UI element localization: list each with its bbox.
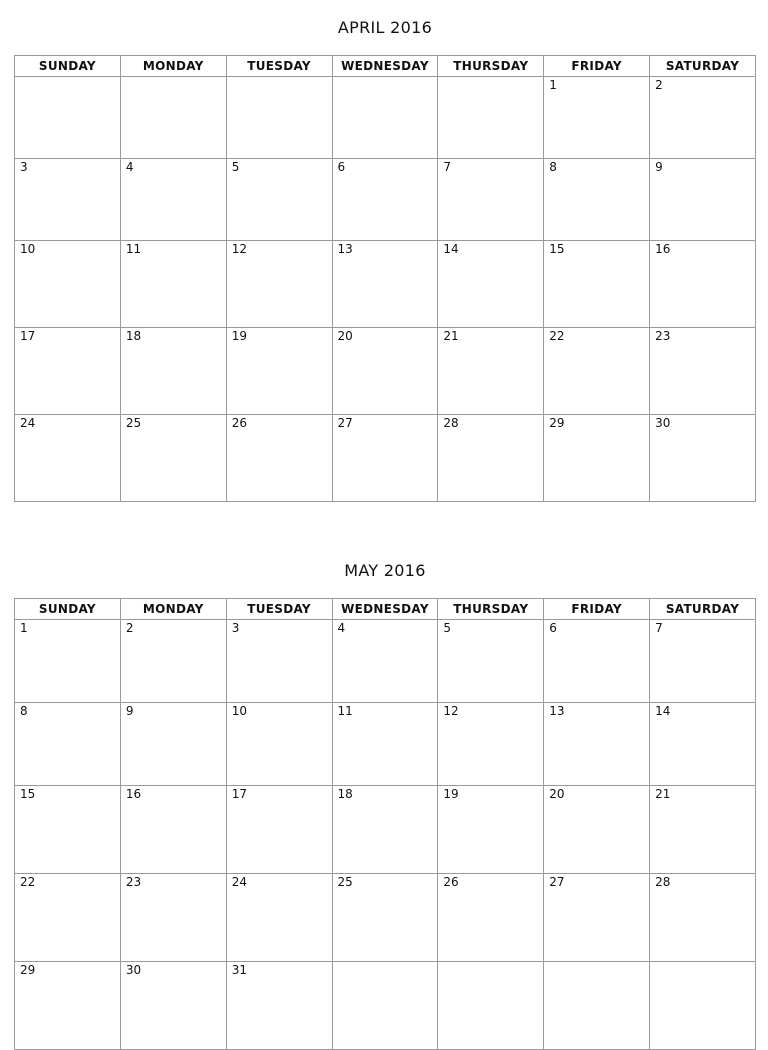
- day-number: 8: [549, 160, 557, 174]
- weekday-header: FRIDAY: [544, 56, 650, 77]
- day-cell: [120, 703, 226, 786]
- calendar-month-april: [14, 17, 756, 502]
- day-cell: [650, 328, 756, 415]
- day-cell: [438, 415, 544, 502]
- day-cell: [332, 328, 438, 415]
- day-number: 13: [337, 242, 353, 256]
- day-number: 28: [443, 416, 459, 430]
- day-number: 7: [655, 621, 663, 635]
- day-cell: [120, 77, 226, 159]
- day-number: 19: [443, 787, 459, 801]
- day-number: 17: [231, 787, 247, 801]
- day-cell: [226, 159, 332, 241]
- day-cell: [544, 703, 650, 786]
- day-cell: [332, 703, 438, 786]
- day-cell: [650, 620, 756, 703]
- day-cell: [120, 874, 226, 962]
- day-number: 14: [655, 704, 671, 718]
- day-number: [15, 77, 120, 78]
- day-cell: [226, 962, 332, 1050]
- day-cell: [15, 77, 121, 159]
- day-cell: [332, 77, 438, 159]
- day-number: 29: [549, 416, 565, 430]
- day-number: 24: [231, 875, 247, 889]
- day-number: 25: [337, 875, 353, 889]
- day-number: 30: [125, 963, 142, 977]
- day-number: 5: [231, 160, 240, 174]
- day-number: 27: [337, 416, 353, 430]
- week-row: [15, 241, 756, 328]
- weekday-header: MONDAY: [120, 599, 226, 620]
- day-number: 3: [231, 621, 240, 635]
- day-number: 22: [549, 329, 565, 343]
- day-cell: [438, 241, 544, 328]
- day-cell: [438, 786, 544, 874]
- day-number: 12: [231, 242, 247, 256]
- day-cell: [332, 241, 438, 328]
- day-cell: [544, 786, 650, 874]
- day-number: 11: [125, 242, 142, 256]
- day-cell: [120, 415, 226, 502]
- day-number: 25: [125, 416, 142, 430]
- day-cell: [544, 159, 650, 241]
- day-cell: [15, 703, 121, 786]
- day-cell: [15, 962, 121, 1050]
- day-number: 21: [443, 329, 459, 343]
- day-cell: [650, 159, 756, 241]
- day-cell: [332, 874, 438, 962]
- day-cell: [15, 874, 121, 962]
- weekday-header: SATURDAY: [650, 56, 756, 77]
- day-number: 17: [20, 329, 36, 343]
- day-number: 26: [231, 416, 247, 430]
- day-cell: [15, 786, 121, 874]
- day-cell: [226, 786, 332, 874]
- calendar-grid: [14, 55, 756, 502]
- week-row: [15, 874, 756, 962]
- day-cell: [650, 962, 756, 1050]
- day-cell: [226, 415, 332, 502]
- day-number: 4: [125, 160, 134, 174]
- weekday-header: TUESDAY: [226, 599, 332, 620]
- day-number: 20: [337, 329, 353, 343]
- day-number: 26: [443, 875, 459, 889]
- day-cell: [332, 415, 438, 502]
- weekday-header: SATURDAY: [650, 599, 756, 620]
- week-row: [15, 620, 756, 703]
- day-number: 10: [231, 704, 247, 718]
- day-number: 20: [549, 787, 565, 801]
- day-number: [227, 77, 332, 78]
- day-cell: [438, 77, 544, 159]
- day-cell: [438, 962, 544, 1050]
- day-cell: [650, 415, 756, 502]
- day-number: 6: [549, 621, 557, 635]
- calendar-month-may: [14, 560, 756, 1050]
- day-number: 22: [20, 875, 36, 889]
- day-cell: [15, 328, 121, 415]
- weekday-header: MONDAY: [120, 56, 226, 77]
- day-cell: [15, 159, 121, 241]
- week-row: [15, 328, 756, 415]
- day-number: [121, 77, 226, 78]
- day-number: 14: [443, 242, 459, 256]
- week-row: [15, 159, 756, 241]
- weekday-header-row: [15, 599, 756, 620]
- day-number: 29: [20, 963, 36, 977]
- day-number: [544, 962, 649, 963]
- day-cell: [332, 159, 438, 241]
- day-cell: [438, 159, 544, 241]
- day-number: 1: [20, 621, 28, 635]
- weekday-header-row: [15, 56, 756, 77]
- day-number: 30: [655, 416, 671, 430]
- weekday-header: THURSDAY: [438, 56, 544, 77]
- day-cell: [15, 241, 121, 328]
- day-cell: [120, 620, 226, 703]
- day-cell: [650, 77, 756, 159]
- day-cell: [120, 962, 226, 1050]
- day-cell: [120, 786, 226, 874]
- day-cell: [15, 415, 121, 502]
- day-cell: [544, 77, 650, 159]
- day-number: 3: [20, 160, 28, 174]
- day-number: 15: [20, 787, 36, 801]
- weekday-header: SUNDAY: [15, 599, 121, 620]
- day-number: 6: [337, 160, 346, 174]
- day-cell: [650, 786, 756, 874]
- day-number: [650, 962, 755, 963]
- day-cell: [544, 620, 650, 703]
- day-cell: [544, 328, 650, 415]
- day-cell: [438, 703, 544, 786]
- day-number: 15: [549, 242, 565, 256]
- day-number: 10: [20, 242, 36, 256]
- day-cell: [332, 620, 438, 703]
- day-cell: [226, 874, 332, 962]
- day-cell: [544, 241, 650, 328]
- weekday-header: WEDNESDAY: [332, 599, 438, 620]
- weekday-header: THURSDAY: [438, 599, 544, 620]
- month-title: APRIL 2016: [337, 18, 433, 37]
- day-number: 12: [443, 704, 459, 718]
- day-number: 31: [231, 963, 247, 977]
- calendar-grid: [14, 598, 756, 1050]
- day-number: 5: [443, 621, 452, 635]
- day-cell: [650, 703, 756, 786]
- day-number: 19: [231, 329, 247, 343]
- day-cell: [650, 874, 756, 962]
- day-number: 11: [337, 704, 353, 718]
- day-number: 16: [655, 242, 671, 256]
- day-number: 8: [20, 704, 28, 718]
- day-number: 2: [125, 621, 134, 635]
- day-number: 2: [655, 78, 663, 92]
- day-cell: [226, 703, 332, 786]
- day-cell: [332, 786, 438, 874]
- day-cell: [120, 159, 226, 241]
- week-row: [15, 703, 756, 786]
- day-cell: [438, 620, 544, 703]
- day-number: 27: [549, 875, 565, 889]
- weekday-header: WEDNESDAY: [332, 56, 438, 77]
- day-number: [438, 962, 543, 963]
- day-cell: [544, 874, 650, 962]
- day-cell: [226, 241, 332, 328]
- day-cell: [226, 620, 332, 703]
- day-cell: [650, 241, 756, 328]
- weekday-header: TUESDAY: [226, 56, 332, 77]
- weekday-header: SUNDAY: [15, 56, 121, 77]
- day-number: [333, 77, 438, 78]
- day-number: 9: [655, 160, 663, 174]
- week-row: [15, 77, 756, 159]
- day-number: 1: [549, 78, 557, 92]
- week-row: [15, 962, 756, 1050]
- week-row: [15, 415, 756, 502]
- day-number: [438, 77, 543, 78]
- week-row: [15, 786, 756, 874]
- day-number: 28: [655, 875, 671, 889]
- day-cell: [438, 874, 544, 962]
- day-number: 18: [337, 787, 353, 801]
- weekday-header: FRIDAY: [544, 599, 650, 620]
- day-number: 4: [337, 621, 346, 635]
- day-cell: [120, 241, 226, 328]
- day-cell: [120, 328, 226, 415]
- month-title: MAY 2016: [344, 561, 426, 580]
- day-cell: [226, 77, 332, 159]
- day-number: 18: [125, 329, 142, 343]
- day-cell: [332, 962, 438, 1050]
- day-number: 16: [125, 787, 142, 801]
- day-number: 23: [125, 875, 142, 889]
- day-number: [333, 962, 438, 963]
- day-number: 7: [443, 160, 452, 174]
- day-number: 9: [125, 704, 134, 718]
- day-cell: [544, 962, 650, 1050]
- day-cell: [226, 328, 332, 415]
- day-number: 23: [655, 329, 671, 343]
- day-number: 21: [655, 787, 671, 801]
- day-number: 13: [549, 704, 565, 718]
- day-cell: [438, 328, 544, 415]
- day-cell: [544, 415, 650, 502]
- day-number: 24: [20, 416, 36, 430]
- day-cell: [15, 620, 121, 703]
